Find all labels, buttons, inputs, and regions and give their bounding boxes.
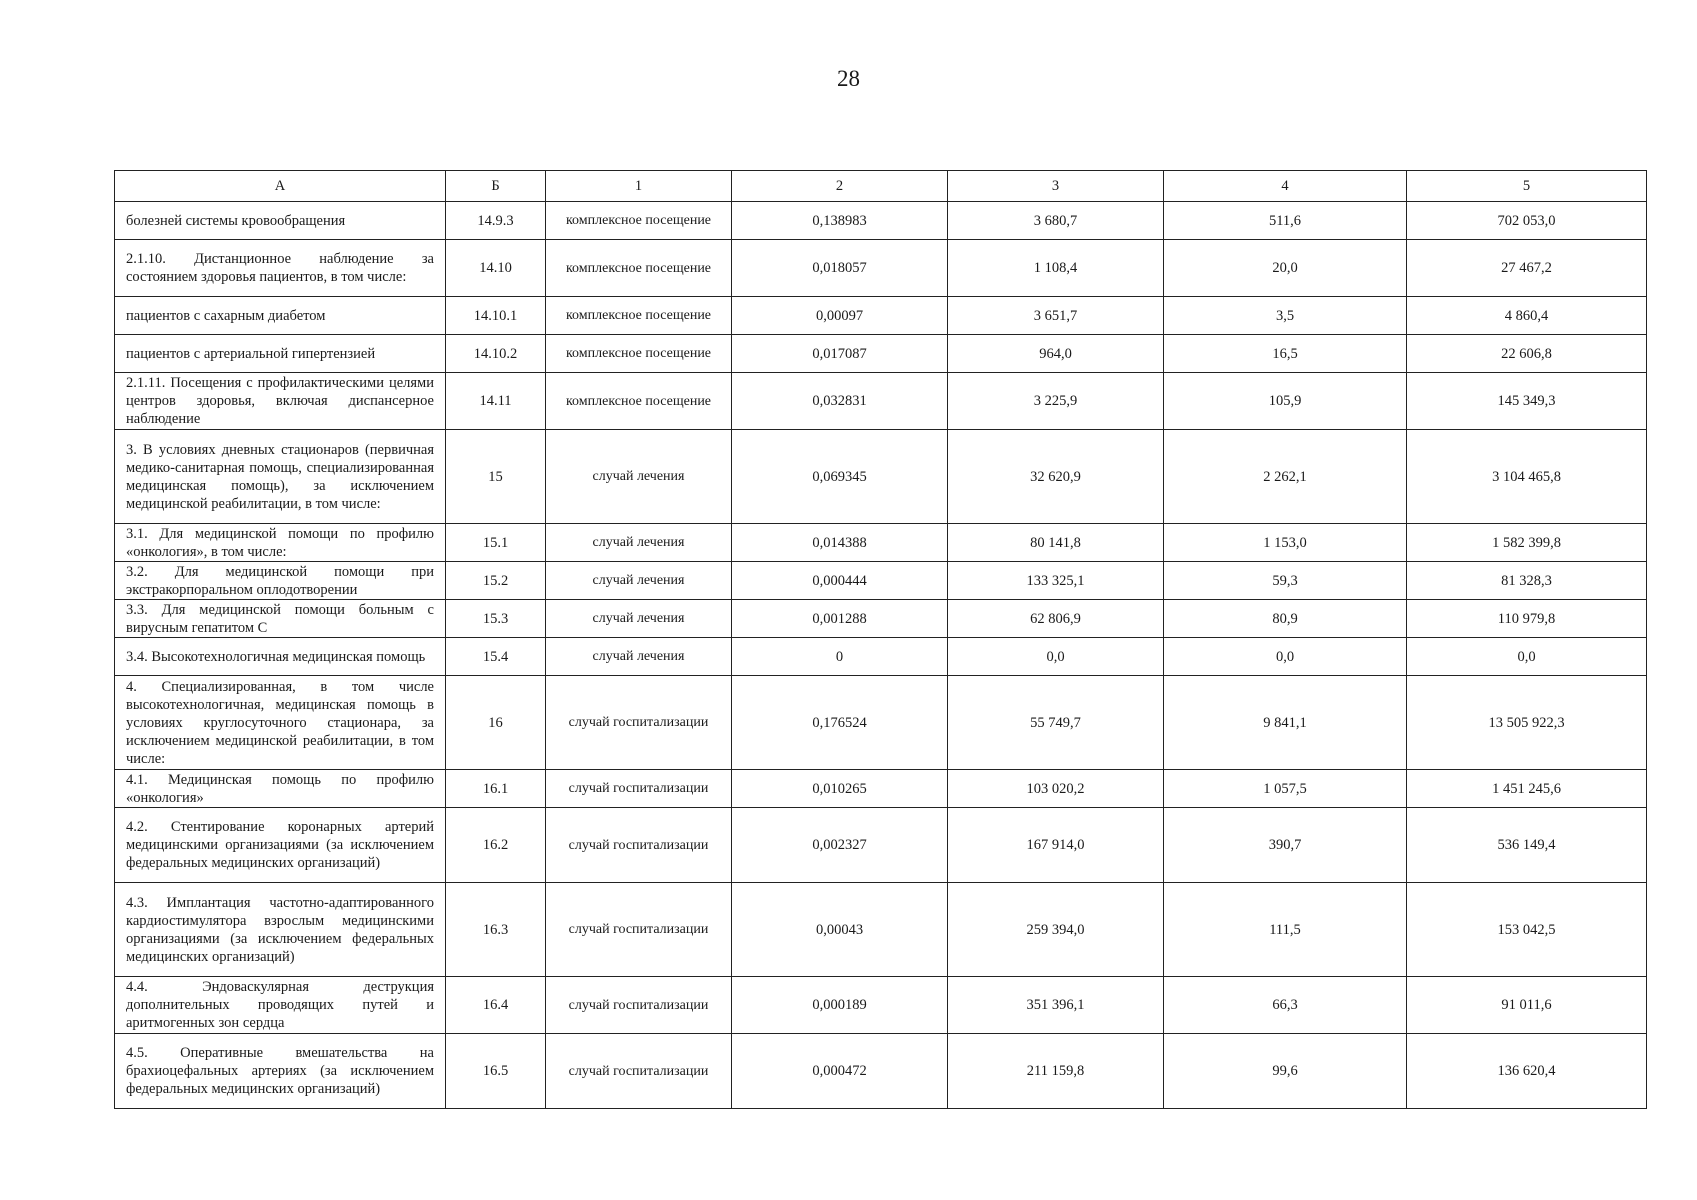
- row-col-2-cell: 0,00097: [732, 297, 948, 335]
- row-col-4-cell: 511,6: [1164, 202, 1407, 240]
- table-row: [115, 335, 1647, 373]
- row-col-3-cell: 62 806,9: [948, 600, 1164, 638]
- row-col-4-cell: 1 153,0: [1164, 524, 1407, 562]
- row-code-cell: 14.10.2: [446, 335, 546, 373]
- row-col-3-cell: 211 159,8: [948, 1034, 1164, 1109]
- row-col-4-cell: 66,3: [1164, 977, 1407, 1034]
- row-unit-cell: случай лечения: [546, 562, 732, 600]
- row-col-3-cell: 80 141,8: [948, 524, 1164, 562]
- row-col-3-cell: 3 651,7: [948, 297, 1164, 335]
- row-col-4-cell: 0,0: [1164, 638, 1407, 676]
- row-col-2-cell: 0,069345: [732, 430, 948, 524]
- row-col-2-cell: 0,018057: [732, 240, 948, 297]
- row-unit-cell: случай лечения: [546, 430, 732, 524]
- header-col-b: Б: [446, 171, 546, 202]
- table-row: [115, 297, 1647, 335]
- header-col-5: 5: [1407, 171, 1647, 202]
- row-col-3-cell: 3 680,7: [948, 202, 1164, 240]
- row-col-5-cell: 0,0: [1407, 638, 1647, 676]
- row-unit-cell: случай лечения: [546, 600, 732, 638]
- row-code-cell: 14.10.1: [446, 297, 546, 335]
- table-row: [115, 676, 1647, 770]
- row-col-3-cell: 259 394,0: [948, 883, 1164, 977]
- row-col-5-cell: 13 505 922,3: [1407, 676, 1647, 770]
- row-col-5-cell: 1 582 399,8: [1407, 524, 1647, 562]
- row-code-cell: 15: [446, 430, 546, 524]
- row-col-2-cell: 0,017087: [732, 335, 948, 373]
- row-col-4-cell: 2 262,1: [1164, 430, 1407, 524]
- row-unit-cell: случай госпитализации: [546, 1034, 732, 1109]
- row-col-4-cell: 390,7: [1164, 808, 1407, 883]
- table-row: [115, 977, 1647, 1034]
- row-col-2-cell: 0,000444: [732, 562, 948, 600]
- row-col-5-cell: 136 620,4: [1407, 1034, 1647, 1109]
- row-unit-cell: случай госпитализации: [546, 883, 732, 977]
- row-col-3-cell: 55 749,7: [948, 676, 1164, 770]
- row-col-5-cell: 536 149,4: [1407, 808, 1647, 883]
- row-col-5-cell: 27 467,2: [1407, 240, 1647, 297]
- row-col-3-cell: 964,0: [948, 335, 1164, 373]
- row-code-cell: 16.5: [446, 1034, 546, 1109]
- table-row: [115, 373, 1647, 430]
- table-row: [115, 638, 1647, 676]
- row-col-2-cell: 0,138983: [732, 202, 948, 240]
- row-col-5-cell: 3 104 465,8: [1407, 430, 1647, 524]
- row-name-cell: 3.1. Для медицинской помощи по профилю «онкология», в том числе:: [115, 524, 446, 562]
- row-col-2-cell: 0: [732, 638, 948, 676]
- row-code-cell: 14.9.3: [446, 202, 546, 240]
- table-row: [115, 808, 1647, 883]
- row-unit-cell: комплексное посещение: [546, 240, 732, 297]
- row-name-cell: болезней системы кровообращения: [115, 202, 446, 240]
- row-col-5-cell: 702 053,0: [1407, 202, 1647, 240]
- row-unit-cell: комплексное посещение: [546, 373, 732, 430]
- row-col-2-cell: 0,00043: [732, 883, 948, 977]
- row-col-5-cell: 153 042,5: [1407, 883, 1647, 977]
- row-name-cell: 4. Специализированная, в том числе высокотехнологичная, медицинская помощь в условиях круглосуточного стационара, за исключением медицинской реабилитации, в том числе:: [115, 676, 446, 770]
- row-code-cell: 16: [446, 676, 546, 770]
- row-unit-cell: комплексное посещение: [546, 202, 732, 240]
- row-col-5-cell: 4 860,4: [1407, 297, 1647, 335]
- header-col-3: 3: [948, 171, 1164, 202]
- table-row: [115, 600, 1647, 638]
- row-unit-cell: случай лечения: [546, 638, 732, 676]
- row-name-cell: 4.1. Медицинская помощь по профилю «онкология»: [115, 770, 446, 808]
- row-name-cell: 4.4. Эндоваскулярная деструкция дополнительных проводящих путей и аритмогенных зон сердца: [115, 977, 446, 1034]
- row-unit-cell: случай госпитализации: [546, 977, 732, 1034]
- row-col-3-cell: 32 620,9: [948, 430, 1164, 524]
- row-col-3-cell: 133 325,1: [948, 562, 1164, 600]
- row-code-cell: 15.2: [446, 562, 546, 600]
- page-number: 28: [837, 66, 860, 91]
- header-col-a: А: [115, 171, 446, 202]
- row-col-3-cell: 351 396,1: [948, 977, 1164, 1034]
- table-row: [115, 202, 1647, 240]
- table-body: [115, 202, 1647, 1109]
- row-name-cell: 4.2. Стентирование коронарных артерий медицинскими организациями (за исключением федеральных медицинских организаций): [115, 808, 446, 883]
- table-header: [115, 171, 1647, 202]
- row-code-cell: 15.1: [446, 524, 546, 562]
- row-name-cell: 2.1.11. Посещения с профилактическими целями центров здоровья, включая диспансерное наблюдение: [115, 373, 446, 430]
- row-col-5-cell: 81 328,3: [1407, 562, 1647, 600]
- row-name-cell: пациентов с сахарным диабетом: [115, 297, 446, 335]
- row-unit-cell: случай госпитализации: [546, 770, 732, 808]
- row-col-4-cell: 9 841,1: [1164, 676, 1407, 770]
- row-col-2-cell: 0,032831: [732, 373, 948, 430]
- row-col-4-cell: 105,9: [1164, 373, 1407, 430]
- row-name-cell: 3.2. Для медицинской помощи при экстракорпоральном оплодотворении: [115, 562, 446, 600]
- row-name-cell: 3.4. Высокотехнологичная медицинская помощь: [115, 638, 446, 676]
- row-col-3-cell: 167 914,0: [948, 808, 1164, 883]
- row-col-3-cell: 3 225,9: [948, 373, 1164, 430]
- row-col-5-cell: 145 349,3: [1407, 373, 1647, 430]
- row-unit-cell: комплексное посещение: [546, 335, 732, 373]
- row-code-cell: 16.2: [446, 808, 546, 883]
- row-unit-cell: случай госпитализации: [546, 808, 732, 883]
- table-row: [115, 430, 1647, 524]
- row-code-cell: 14.11: [446, 373, 546, 430]
- row-name-cell: пациентов с артериальной гипертензией: [115, 335, 446, 373]
- row-code-cell: 14.10: [446, 240, 546, 297]
- row-col-3-cell: 103 020,2: [948, 770, 1164, 808]
- row-name-cell: 3.3. Для медицинской помощи больным с вирусным гепатитом С: [115, 600, 446, 638]
- row-col-4-cell: 99,6: [1164, 1034, 1407, 1109]
- table-row: [115, 1034, 1647, 1109]
- row-col-5-cell: 1 451 245,6: [1407, 770, 1647, 808]
- row-col-4-cell: 1 057,5: [1164, 770, 1407, 808]
- row-col-2-cell: 0,176524: [732, 676, 948, 770]
- row-name-cell: 4.3. Имплантация частотно-адаптированного кардиостимулятора взрослым медицинскими организациями (за исключением федеральных медицинских организаций): [115, 883, 446, 977]
- row-col-2-cell: 0,001288: [732, 600, 948, 638]
- row-col-2-cell: 0,010265: [732, 770, 948, 808]
- row-col-4-cell: 16,5: [1164, 335, 1407, 373]
- row-col-4-cell: 80,9: [1164, 600, 1407, 638]
- table-row: [115, 240, 1647, 297]
- header-col-4: 4: [1164, 171, 1407, 202]
- data-table: [114, 170, 1647, 1109]
- row-col-3-cell: 0,0: [948, 638, 1164, 676]
- row-col-4-cell: 3,5: [1164, 297, 1407, 335]
- row-col-2-cell: 0,014388: [732, 524, 948, 562]
- row-col-5-cell: 22 606,8: [1407, 335, 1647, 373]
- row-code-cell: 16.4: [446, 977, 546, 1034]
- row-col-4-cell: 59,3: [1164, 562, 1407, 600]
- row-col-4-cell: 20,0: [1164, 240, 1407, 297]
- header-col-1: 1: [546, 171, 732, 202]
- row-col-2-cell: 0,002327: [732, 808, 948, 883]
- row-name-cell: 2.1.10. Дистанционное наблюдение за состоянием здоровья пациентов, в том числе:: [115, 240, 446, 297]
- row-col-2-cell: 0,000472: [732, 1034, 948, 1109]
- table-row: [115, 562, 1647, 600]
- header-col-2: 2: [732, 171, 948, 202]
- row-col-5-cell: 110 979,8: [1407, 600, 1647, 638]
- row-name-cell: 3. В условиях дневных стационаров (первичная медико-санитарная помощь, специализированная медицинская помощь), за исключением медицинской реабилитации, в том числе:: [115, 430, 446, 524]
- row-unit-cell: комплексное посещение: [546, 297, 732, 335]
- row-name-cell: 4.5. Оперативные вмешательства на брахиоцефальных артериях (за исключением федеральных медицинских организаций): [115, 1034, 446, 1109]
- row-code-cell: 16.3: [446, 883, 546, 977]
- row-col-5-cell: 91 011,6: [1407, 977, 1647, 1034]
- header-row: [115, 171, 1647, 202]
- row-code-cell: 16.1: [446, 770, 546, 808]
- row-unit-cell: случай госпитализации: [546, 676, 732, 770]
- table-row: [115, 524, 1647, 562]
- row-col-4-cell: 111,5: [1164, 883, 1407, 977]
- row-code-cell: 15.4: [446, 638, 546, 676]
- row-col-2-cell: 0,000189: [732, 977, 948, 1034]
- row-unit-cell: случай лечения: [546, 524, 732, 562]
- row-col-3-cell: 1 108,4: [948, 240, 1164, 297]
- row-code-cell: 15.3: [446, 600, 546, 638]
- table-row: [115, 770, 1647, 808]
- table-row: [115, 883, 1647, 977]
